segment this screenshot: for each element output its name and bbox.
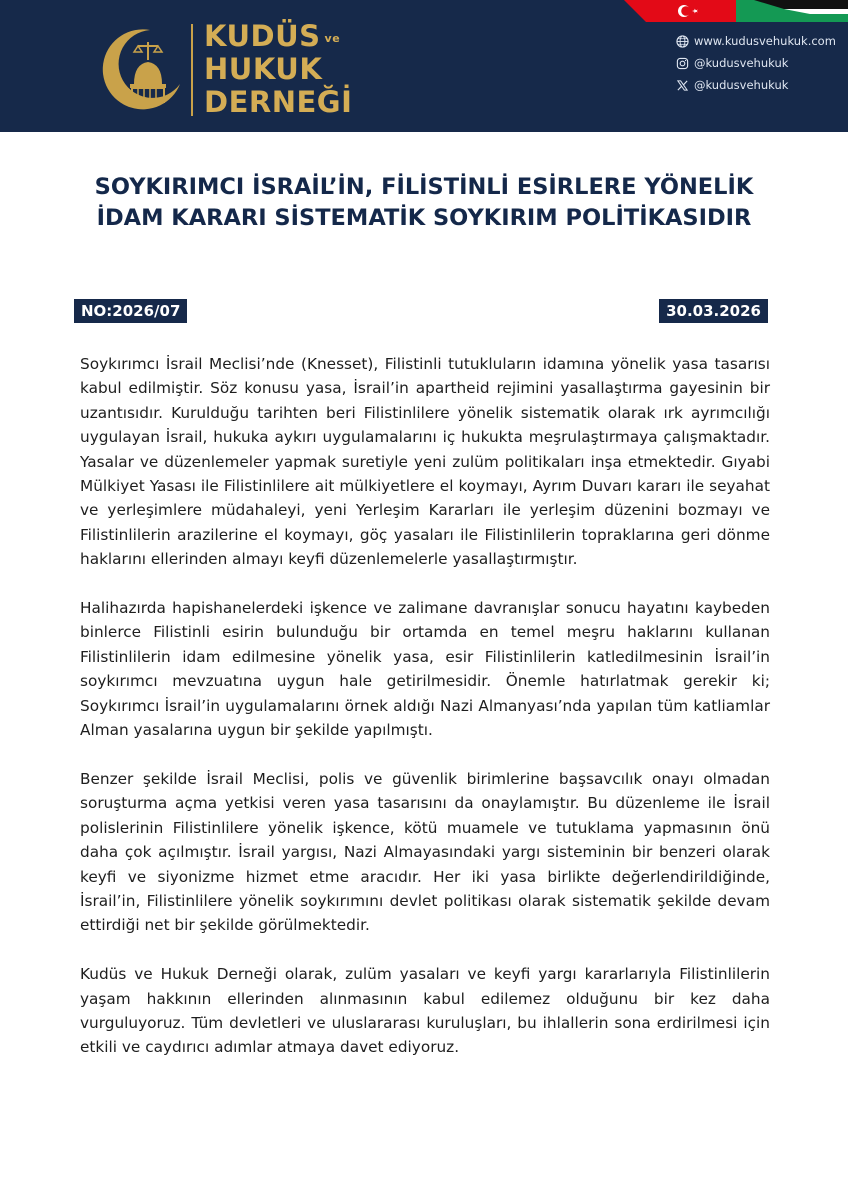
instagram-link[interactable] bbox=[676, 52, 836, 74]
globe-icon bbox=[676, 35, 689, 48]
document-title: SOYKIRIMCI İSRAİL’İN, FİLİSTİNLİ ESİRLERE YÖNELİK İDAM KARARI SİSTEMATİK SOYKIRIM POLİTİKASIDIR bbox=[94, 174, 754, 231]
instagram-icon bbox=[676, 57, 689, 70]
paragraph-3: Benzer şekilde İsrail Meclisi, polis ve güvenlik birimlerine başsavcılık onayı olmadan soruşturma açma yetkisi veren yasa tasarısını da onaylamıştır. Bu düzenleme ile İsrail polislerinin Filistinlilere yönelik işkence, kötü muamele ve tutuklama yapmasının önü daha çok açılmıştır. İsrail yargısı, Nazi Almayasındaki yargı sisteminin bir benzeri olarak keyfi ve siyonizme hizmet etme aracıdır. Her iki yasa birlikte değerlendirildiğinde, İsrail’in, Filistinlilere yönelik soykırımını devlet politikası olarak sistematik şekilde devam ettirdiği net bir şekilde görülmektedir. bbox=[80, 769, 770, 935]
document-number-badge: NO:2026/07 bbox=[74, 299, 187, 323]
paragraph-4: Kudüs ve Hukuk Derneği olarak, zulüm yasaları ve keyfi yargı kararlarıyla Filistinlilerin yaşam hakkının ellerinden alınmasının kabul edilemez olduğunu bir kez daha vurguluyoruz. Tüm devletleri ve uluslararası kuruluşları, bu ihlallerin sona erdirilmesi için etkili ve caydırıcı adımlar atmaya davet ediyoruz. bbox=[80, 965, 770, 1057]
paragraph-1: Soykırımcı İsrail Meclisi’nde (Knesset), Filistinli tutukluların idamına yönelik yasa tasarısı kabul edilmiştir. Söz konusu yasa, İsrail’in apartheid rejimini yasallaştırma gayesinin bir uzantısıdır. Kurulduğu tarihten beri Filistinlilere yönelik sistematik olarak ırk ayrımcılığı uygulayan İsrail, hukuka aykırı uygulamalarını iç hukukta meşrulaştırmaya çalışmaktadır. Yasalar ve düzenlemeler yapmak suretiyle yeni zulüm politikaları inşa etmektedir. Gıyabi Mülkiyet Yasası ile Filistinlilere ait mülkiyetlere el koymayı, Ayrım Duvarı kararı ile seyahat ve yerleşimlere müdahaleyi, yeni Yerleşim Kararları ile yerleşim düzenini bozmayı ve Filistinlilerin arazilerine el koymayı, göç yasaları ile Filistinlilerin topraklarına geri dönme haklarını ellerinden almayı keyfi düzenlemelerle yasallaştırmıştır. bbox=[80, 355, 770, 569]
paragraph-2: Halihazırda hapishanelerdeki işkence ve zalimane davranışlar sonucu hayatını kaybeden binlerce Filistinli esirin bulunduğu bir ortamda en temel meşru haklarını kullanan Filistinlilerin idam edilmesine yönelik yasa, esir Filistinlilerin katledilmesinin İsrail’in soykırımcı mevzuatına uygun hale getirilmesidir. Önemle hatırlatmak gerekir ki; Soykırımcı İsrail’in uygulamalarını örnek aldığı Nazi Almanyası’nda yapılan tüm katliamlar Alman yasalarına uygun bir şekilde yapılmıştı. bbox=[80, 599, 770, 740]
flag-strip bbox=[624, 0, 848, 22]
logo-line-2: HUKUK bbox=[204, 52, 323, 86]
logo-ve: ve bbox=[324, 31, 341, 45]
letterhead bbox=[0, 0, 848, 132]
website-link[interactable] bbox=[676, 30, 836, 52]
x-handle: @kudusvehukuk bbox=[694, 78, 789, 92]
x-icon bbox=[676, 79, 689, 92]
website-text: www.kudusvehukuk.com bbox=[694, 34, 836, 48]
logo-divider bbox=[191, 24, 193, 116]
document-body bbox=[80, 352, 770, 1084]
organization-logo-text bbox=[204, 20, 352, 119]
contact-list bbox=[676, 30, 836, 96]
document-date-badge: 30.03.2026 bbox=[659, 299, 768, 323]
logo-line-1: KUDÜS bbox=[204, 19, 321, 53]
logo-line-3: DERNEĞİ bbox=[204, 85, 353, 119]
crescent-dome-emblem bbox=[96, 24, 186, 114]
instagram-handle: @kudusvehukuk bbox=[694, 56, 789, 70]
x-link[interactable] bbox=[676, 74, 836, 96]
